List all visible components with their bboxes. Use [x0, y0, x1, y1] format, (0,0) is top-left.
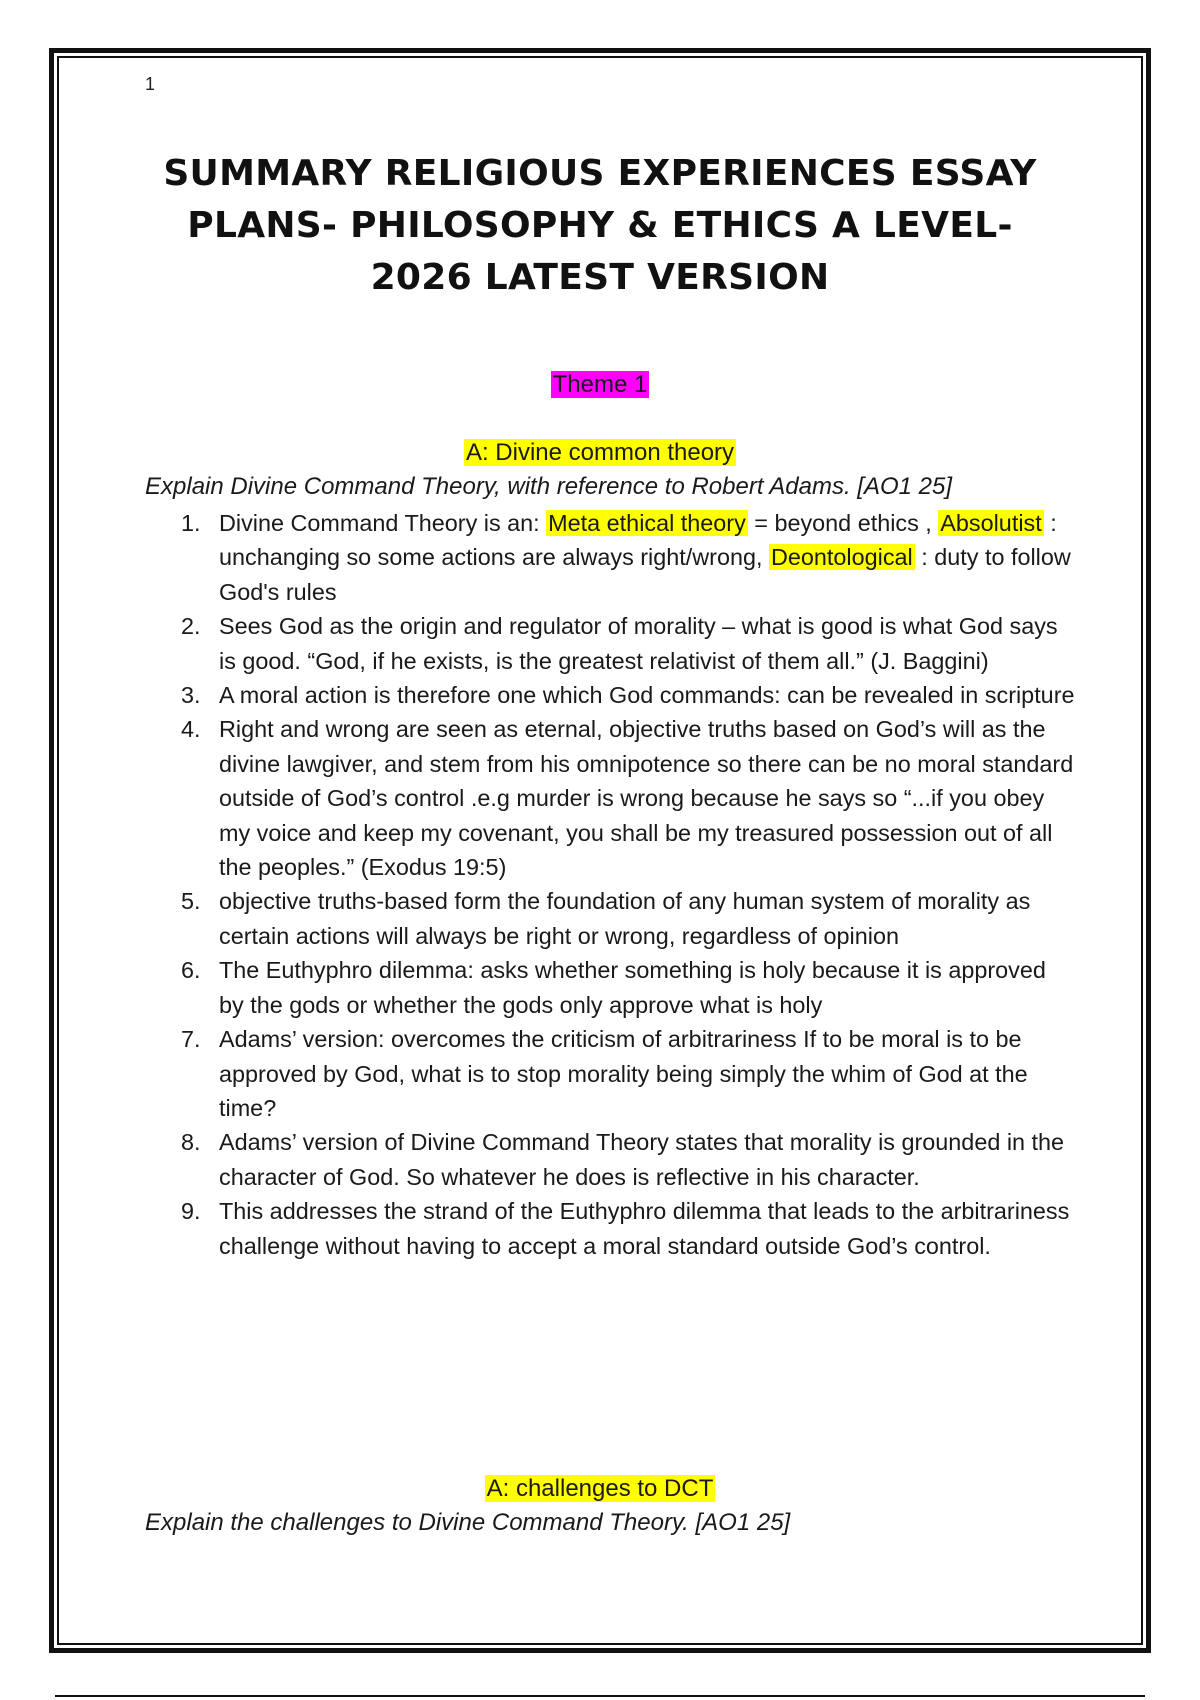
- highlighted-term: Absolutist: [940, 510, 1042, 536]
- title-line-3: 2026 LATEST VERSION: [370, 257, 830, 298]
- list-item: [145, 609, 1075, 678]
- list-item: [145, 712, 1075, 884]
- section-1-question: Explain Divine Command Theory, with reference to Robert Adams. [AO1 25]: [145, 473, 953, 500]
- list-item-number: 1.: [181, 510, 201, 536]
- list-item-number: 3.: [181, 682, 201, 709]
- document-title: [120, 148, 1080, 304]
- list-item-number: 9.: [181, 1198, 201, 1225]
- section-1-heading: A: Divine common theory: [465, 439, 735, 466]
- list-item: [145, 953, 1075, 1022]
- text-run: This addresses the strand of the Euthyphro dilemma that leads to the arbitrariness challenge without having to accept a moral standard outside God’s control.: [219, 1198, 1070, 1259]
- list-item-text: [219, 1198, 1069, 1258]
- text-run: = beyond ethics ,: [747, 510, 939, 536]
- text-run: objective truths-based form the foundation of any human system of morality as certain actions will always be right or wrong, regardless of opinion: [219, 888, 1031, 949]
- list-item: [145, 884, 1075, 953]
- text-run: Sees God as the origin and regulator of morality – what is good is what God says is good. “God, if he exists, is the greatest relativist of them all.” (J. Baggini): [219, 613, 1058, 674]
- list-item-text: [219, 1026, 1028, 1121]
- list-item: [145, 678, 1075, 712]
- text-run: Divine Command Theory is an:: [219, 510, 547, 536]
- list-item-text: [219, 510, 1071, 605]
- list-item-number: 8.: [181, 1129, 201, 1156]
- list-item-number: 2.: [181, 613, 201, 640]
- section-1-heading-row: [0, 437, 1200, 469]
- list-item-text: [219, 613, 1058, 673]
- text-run: A moral action is therefore one which God commands: can be revealed in scripture: [219, 682, 1075, 709]
- text-run: : duty to follow God's rules: [219, 544, 1071, 605]
- list-item-text: [219, 682, 1075, 708]
- highlighted-term: Deontological: [770, 544, 913, 571]
- list-item-text: [219, 957, 1046, 1017]
- list-item: [145, 1022, 1075, 1125]
- section-2-heading: A: challenges to DCT: [486, 1475, 714, 1502]
- theme-label-row: [0, 369, 1200, 401]
- page-number: 1: [145, 74, 156, 94]
- list-item-number: 7.: [181, 1026, 201, 1053]
- list-item: [145, 506, 1075, 609]
- list-item: [145, 1125, 1075, 1194]
- list-item-number: 4.: [181, 716, 201, 743]
- section-2-heading-row: [0, 1473, 1200, 1505]
- text-run: : unchanging so some actions are always right/wrong,: [219, 510, 1057, 571]
- title-line-2: PLANS- PHILOSOPHY & ETHICS A LEVEL-: [187, 205, 1013, 246]
- text-run: Adams’ version of Divine Command Theory states that morality is grounded in the character of God. So whatever he does is reflective in his character.: [219, 1129, 1065, 1190]
- bottom-rule: [55, 1695, 1145, 1697]
- text-run: The Euthyphro dilemma: asks whether something is holy because it is approved by the gods or whether the gods only approve what is holy: [219, 957, 1046, 1018]
- numbered-list: [145, 506, 1075, 1263]
- text-run: Adams’ version: overcomes the criticism of arbitrariness If to be moral is to be approved by God, what is to stop morality being simply the whim of God at the time?: [219, 1026, 1028, 1121]
- section-2-question: Explain the challenges to Divine Command Theory. [AO1 25]: [145, 1509, 791, 1536]
- text-run: Right and wrong are seen as eternal, objective truths based on God’s will as the divine lawgiver, and stem from his omnipotence so there can be no moral standard outside of God’s control .e.g murder is wrong because he says so “...if you obey my voice and keep my covenant, you shall be my treasured possession out of all the peoples.” (Exodus 19:5): [219, 716, 1074, 881]
- highlighted-term: Meta ethical theory: [548, 510, 746, 536]
- list-item-text: [219, 888, 1030, 948]
- list-item-text: [219, 716, 1073, 880]
- list-item: [145, 1194, 1075, 1263]
- list-item-text: [219, 1129, 1064, 1189]
- title-line-1: SUMMARY RELIGIOUS EXPERIENCES ESSAY: [163, 153, 1037, 194]
- list-item-number: 5.: [181, 888, 201, 915]
- list-item-number: 6.: [181, 957, 201, 984]
- theme-label: Theme 1: [552, 371, 648, 398]
